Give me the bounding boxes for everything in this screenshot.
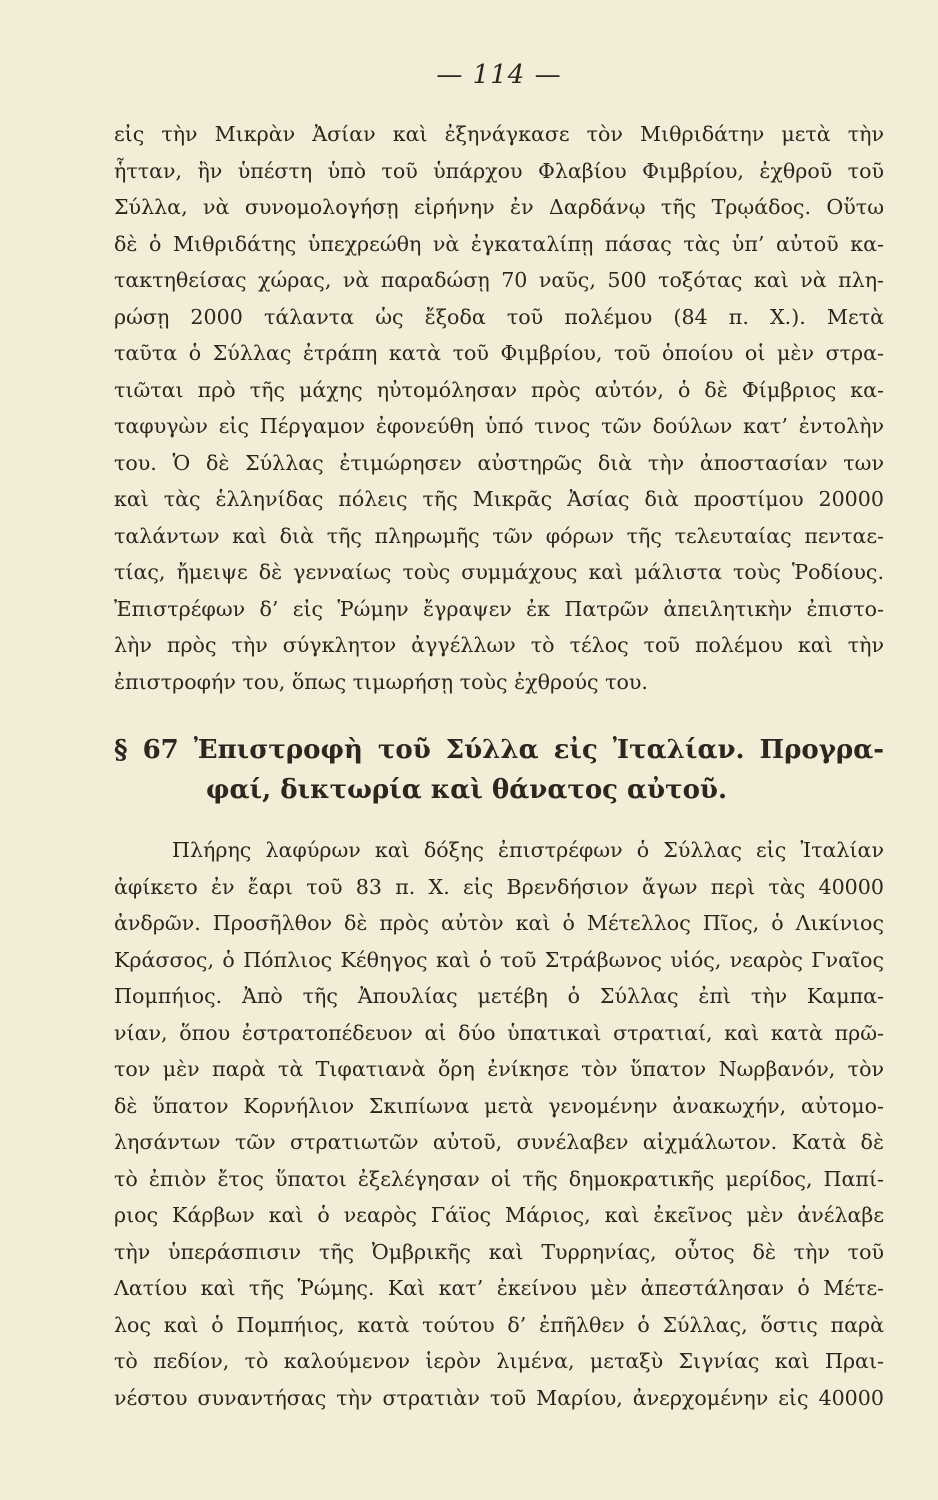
paragraph-2-line: λος καὶ ὁ Πομπήιος, κατὰ τούτου δ’ ἐπῆλθεν ὁ Σύλλας, ὅστις παρὰ <box>114 1312 884 1337</box>
paragraph-1-line: τιῶται πρὸ τῆς μάχης ηὐτομόλησαν πρὸς αὐτόν, ὁ δὲ Φίμβριος κα- <box>114 377 884 402</box>
paragraph-2-line: Κράσσος, ὁ Πόπλιος Κέθηγος καὶ ὁ τοῦ Στράβωνος υἱός, νεαρὸς Γναῖος <box>114 947 884 972</box>
paragraph-1-line: ταλάντων καὶ διὰ τῆς πληρωμῆς τῶν φόρων τῆς τελευταίας πενταε- <box>114 523 884 548</box>
paragraph-2-line: λησάντων τῶν στρατιωτῶν αὐτοῦ, συνέλαβεν αἰχμάλωτον. Κατὰ δὲ <box>114 1130 884 1154</box>
paragraph-2-line: τὴν ὑπεράσπισιν τῆς Ὀμβρικῆς καὶ Τυρρηνίας, οὗτος δὲ τὴν τοῦ <box>114 1239 884 1264</box>
paragraph-2-line: Πομπήιος. Ἀπὸ τῆς Ἀπουλίας μετέβη ὁ Σύλλας ἐπὶ τὴν Καμπα- <box>114 984 884 1008</box>
paragraph-2-line: τον μὲν παρὰ τὰ Τιφατιανὰ ὄρη ἐνίκησε τὸν ὕπατον Νωρβανόν, τὸν <box>114 1057 884 1081</box>
paragraph-1-line: του. Ὁ δὲ Σύλλας ἐτιμώρησεν αὐστηρῶς διὰ τὴν ἀποστασίαν των <box>114 450 884 475</box>
paragraph-1-line: δὲ ὁ Μιθριδάτης ὑπεχρεώθη νὰ ἐγκαταλίπῃ πάσας τὰς ὑπ’ αὐτοῦ κα- <box>114 231 884 256</box>
page-number: — 114 — <box>436 60 562 90</box>
paragraph-1-line: ρώσῃ 2000 τάλαντα ὡς ἔξοδα τοῦ πολέμου (84 π. Χ.). Μετὰ <box>114 304 884 329</box>
paragraph-2-line: Πλήρης λαφύρων καὶ δόξης ἐπιστρέφων ὁ Σύλλας εἰς Ἰταλίαν <box>172 838 884 862</box>
paragraph-2-line: νέστου συναντήσας τὴν στρατιὰν τοῦ Μαρίου, ἀνερχομένην εἰς 40000 <box>114 1385 884 1410</box>
paragraph-1-line: ταφυγὼν εἰς Πέργαμον ἐφονεύθη ὑπό τινος τῶν δούλων κατ’ ἐντολὴν <box>114 414 884 438</box>
paragraph-2 <box>114 832 884 1416</box>
section-heading <box>114 730 884 810</box>
paragraph-1 <box>114 116 884 700</box>
paragraph-2-line: νίαν, ὅπου ἐστρατοπέδευον αἱ δύο ὑπατικαὶ στρατιαί, καὶ κατὰ πρῶ- <box>114 1020 884 1045</box>
paragraph-1-line: τακτηθείσας χώρας, νὰ παραδώσῃ 70 ναῦς, 500 τοξότας καὶ νὰ πλη- <box>114 268 884 292</box>
paragraph-2-line: ριος Κάρβων καὶ ὁ νεαρὸς Γάϊος Μάριος, καὶ ἐκεῖνος μὲν ἀνέλαβε <box>114 1203 884 1227</box>
paragraph-2-line: δὲ ὕπατον Κορνήλιον Σκιπίωνα μετὰ γενομένην ἀνακωχήν, αὐτομο- <box>114 1093 884 1118</box>
paragraph-2-line: τὸ ἐπιὸν ἔτος ὕπατοι ἐξελέγησαν οἱ τῆς δημοκρατικῆς μερίδος, Παπί- <box>114 1166 884 1191</box>
paragraph-1-line: Ἐπιστρέφων δ’ εἰς Ῥώμην ἔγραψεν ἐκ Πατρῶν ἀπειλητικὴν ἐπιστο- <box>114 596 884 621</box>
section-heading-line: φαί, δικτωρία καὶ θάνατος αὐτοῦ. <box>206 775 728 805</box>
section-heading-line: § 67 Ἐπιστροφὴ τοῦ Σύλλα εἰς Ἰταλίαν. Προγρα- <box>114 735 884 765</box>
paragraph-1-line: ἧτταν, ἣν ὑπέστη ὑπὸ τοῦ ὑπάρχου Φλαβίου Φιμβρίου, ἐχθροῦ τοῦ <box>114 158 884 183</box>
paragraph-2-line: τὸ πεδίον, τὸ καλούμενον ἱερὸν λιμένα, μεταξὺ Σιγνίας καὶ Πραι- <box>114 1349 884 1373</box>
paragraph-1-line: λὴν πρὸς τὴν σύγκλητον ἀγγέλλων τὸ τέλος τοῦ πολέμου καὶ τὴν <box>114 633 884 657</box>
paragraph-1-line: τίας, ἤμειψε δὲ γενναίως τοὺς συμμάχους καὶ μάλιστα τοὺς Ῥοδίους. <box>114 560 884 584</box>
paragraph-2-line: ἀνδρῶν. Προσῆλθον δὲ πρὸς αὐτὸν καὶ ὁ Μέτελλος Πῖος, ὁ Λικίνιος <box>114 911 884 935</box>
paragraph-1-line: καὶ τὰς ἑλληνίδας πόλεις τῆς Μικρᾶς Ἀσίας διὰ προστίμου 20000 <box>114 487 884 511</box>
paragraph-1-line: Σύλλα, νὰ συνομολογήσῃ εἰρήνην ἐν Δαρδάνῳ τῆς Τρῳάδος. Οὕτω <box>114 195 884 219</box>
paragraph-2-line: ἀφίκετο ἐν ἔαρι τοῦ 83 π. Χ. εἰς Βρενδήσιον ἄγων περὶ τὰς 40000 <box>114 874 884 899</box>
paragraph-1-line: ταῦτα ὁ Σύλλας ἐτράπη κατὰ τοῦ Φιμβρίου, τοῦ ὁποίου οἱ μὲν στρα- <box>114 341 884 365</box>
paragraph-1-line: εἰς τὴν Μικρὰν Ἀσίαν καὶ ἐξηνάγκασε τὸν Μιθριδάτην μετὰ τὴν <box>114 122 884 146</box>
paragraph-1-line: ἐπιστροφήν του, ὅπως τιμωρήσῃ τοὺς ἐχθρούς του. <box>114 669 648 694</box>
paragraph-2-line: Λατίου καὶ τῆς Ῥώμης. Καὶ κατ’ ἐκείνου μὲν ἀπεστάλησαν ὁ Μέτε- <box>114 1276 884 1300</box>
